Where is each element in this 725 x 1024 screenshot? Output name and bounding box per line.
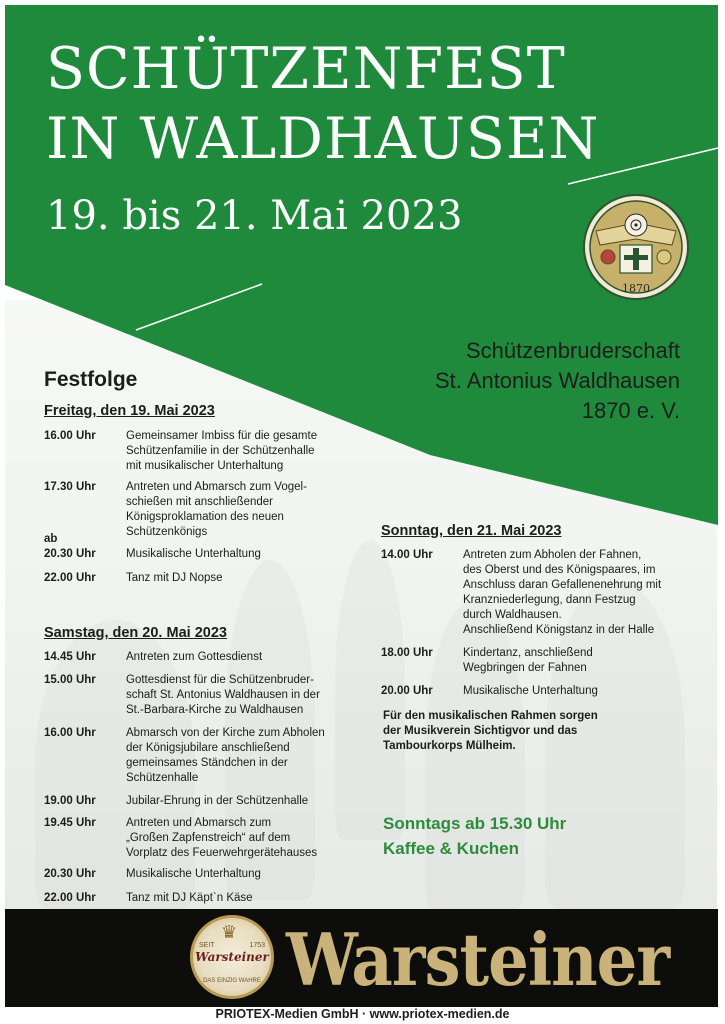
warsteiner-seal — [190, 915, 274, 999]
friday-title: Freitag, den 19. Mai 2023 — [44, 403, 215, 419]
event-date: 19. bis 21. Mai 2023 — [46, 193, 463, 239]
schedule-description-line: „Großen Zapfenstreich“ auf dem — [126, 832, 291, 844]
sponsor-logo-wordmark: Warsteiner — [286, 919, 670, 1003]
schedule-description-line: Königsproklamation des neuen — [126, 511, 284, 523]
schedule-description-line: Tanz mit DJ Nopse — [126, 572, 223, 584]
program-heading: Festfolge — [44, 368, 138, 391]
schedule-description-line: Antreten und Abmarsch zum Vogel- — [126, 481, 307, 493]
schedule-description-line: Musikalische Unterhaltung — [463, 685, 598, 697]
schedule-description-line: schaft St. Antonius Waldhausen in der — [126, 689, 320, 701]
schedule-description — [126, 650, 262, 665]
music-note-line: der Musikverein Sichtigvor und das — [383, 725, 578, 737]
seal-bottom-text: DAS EINZIG WAHRE — [203, 978, 261, 984]
schedule-time: 18.00 Uhr — [381, 647, 433, 659]
schedule-description-line: Schützenhalle — [126, 772, 199, 784]
music-note-line: Für den musikalischen Rahmen sorgen — [383, 710, 598, 722]
schedule-description-line: Antreten und Abmarsch zum — [126, 817, 272, 829]
schedule-description-line: Vorplatz des Feuerwehrgerätehauses — [126, 847, 318, 859]
schedule-time: 17.30 Uhr — [44, 481, 96, 493]
schedule-description — [126, 816, 317, 861]
club-name — [435, 336, 680, 426]
kaffee-line: Sonntags ab 15.30 Uhr — [383, 814, 567, 833]
seal-brand: Warsteiner — [195, 950, 269, 964]
schedule-description — [126, 794, 308, 809]
schedule-description-line: Musikalische Unterhaltung — [126, 868, 261, 880]
schedule-time: 20.00 Uhr — [381, 685, 433, 697]
schedule-description — [126, 480, 307, 540]
club-line-1: Schützenbruderschaft — [465, 338, 680, 363]
schedule-description-line: Schützenkönigs — [126, 526, 208, 538]
schedule-time: 19.45 Uhr — [44, 817, 96, 829]
schedule-description-line: Musikalische Unterhaltung — [126, 548, 261, 560]
schedule-description — [463, 548, 661, 638]
club-line-2: St. Antonius Waldhausen — [434, 368, 680, 393]
saturday-title: Samstag, den 20. Mai 2023 — [44, 625, 227, 641]
schedule-description-line: Kranzniederlegung, dann Festzug — [463, 594, 636, 606]
schedule-description-line: Gottesdienst für die Schützenbruder- — [126, 674, 314, 686]
schedule-description-line: gemeinsames Ständchen in der — [126, 757, 288, 769]
schedule-description-line: schießen mit anschließender — [126, 496, 274, 508]
schedule-description — [126, 867, 261, 882]
schedule-time: 14.45 Uhr — [44, 651, 96, 663]
schedule-description — [126, 547, 261, 562]
schedule-description-line: der Königsjubilare anschließend — [126, 742, 290, 754]
schedule-description-line: Anschließend Königstanz in der Halle — [463, 624, 655, 636]
schedule-description-line: Antreten zum Abholen der Fahnen, — [463, 549, 642, 561]
schedule-description-line: Wegbringen der Fahnen — [463, 662, 587, 674]
kaffee-kuchen-note — [383, 811, 566, 861]
schedule-description — [126, 571, 223, 586]
seal-left-text: SEIT — [199, 942, 215, 949]
schedule-time: 19.00 Uhr — [44, 795, 96, 807]
schedule-description-line: mit musikalischer Unterhaltung — [126, 460, 284, 472]
schedule-time: 20.30 Uhr — [44, 548, 96, 560]
title-line-2: IN WALDHAUSEN — [46, 106, 600, 172]
schedule-description-line: Kindertanz, anschließend — [463, 647, 593, 659]
sunday-title: Sonntag, den 21. Mai 2023 — [381, 523, 562, 539]
imprint: PRIOTEX-Medien GmbH · www.priotex-medien.de — [215, 1007, 510, 1021]
music-note — [383, 709, 598, 754]
schedule-description-line: durch Waldhausen. — [463, 609, 562, 621]
schedule-description — [126, 891, 253, 906]
emblem-year: 1870 — [622, 282, 650, 295]
schedule-time: 14.00 Uhr — [381, 549, 433, 561]
schedule-description-line: Antreten zum Gottesdienst — [126, 651, 263, 663]
schedule-description-line: Anschluss daran Gefallenenehrung mit — [463, 579, 662, 591]
schedule-description — [126, 673, 320, 718]
schedule-description-line: Schützenfamilie in der Schützenhalle — [126, 445, 315, 457]
club-line-3: 1870 e. V. — [581, 398, 680, 423]
seal-right-text: 1753 — [249, 942, 265, 949]
schedule-description — [463, 646, 593, 676]
friday-ab-label: ab — [44, 533, 58, 545]
schedule-time: 20.30 Uhr — [44, 868, 96, 880]
schedule-time: 22.00 Uhr — [44, 572, 96, 584]
title-line-1: SCHÜTZENFEST — [46, 36, 566, 102]
schedule-description-line: Jubilar-Ehrung in der Schützenhalle — [126, 795, 309, 807]
schedule-time: 22.00 Uhr — [44, 892, 96, 904]
schedule-time: 15.00 Uhr — [44, 674, 96, 686]
schedule-description-line: Gemeinsamer Imbiss für die gesamte — [126, 430, 318, 442]
schedule-description-line: Tanz mit DJ Käpt`n Käse — [126, 892, 253, 904]
kaffee-line: Kaffee & Kuchen — [383, 839, 520, 858]
crown-icon: ♛ — [221, 922, 238, 942]
schedule-description — [126, 429, 317, 474]
schedule-description-line: Abmarsch von der Kirche zum Abholen — [126, 727, 325, 739]
schedule-time: 16.00 Uhr — [44, 727, 96, 739]
schedule-description-line: St.-Barbara-Kirche zu Waldhausen — [126, 704, 304, 716]
schedule-description — [463, 684, 598, 699]
schedule-description-line: des Oberst und des Königspaares, im — [463, 564, 656, 576]
music-note-line: Tambourkorps Mülheim. — [383, 740, 516, 752]
brotherhood-emblem — [582, 193, 690, 301]
schedule-description — [126, 726, 325, 786]
schedule-time: 16.00 Uhr — [44, 430, 96, 442]
